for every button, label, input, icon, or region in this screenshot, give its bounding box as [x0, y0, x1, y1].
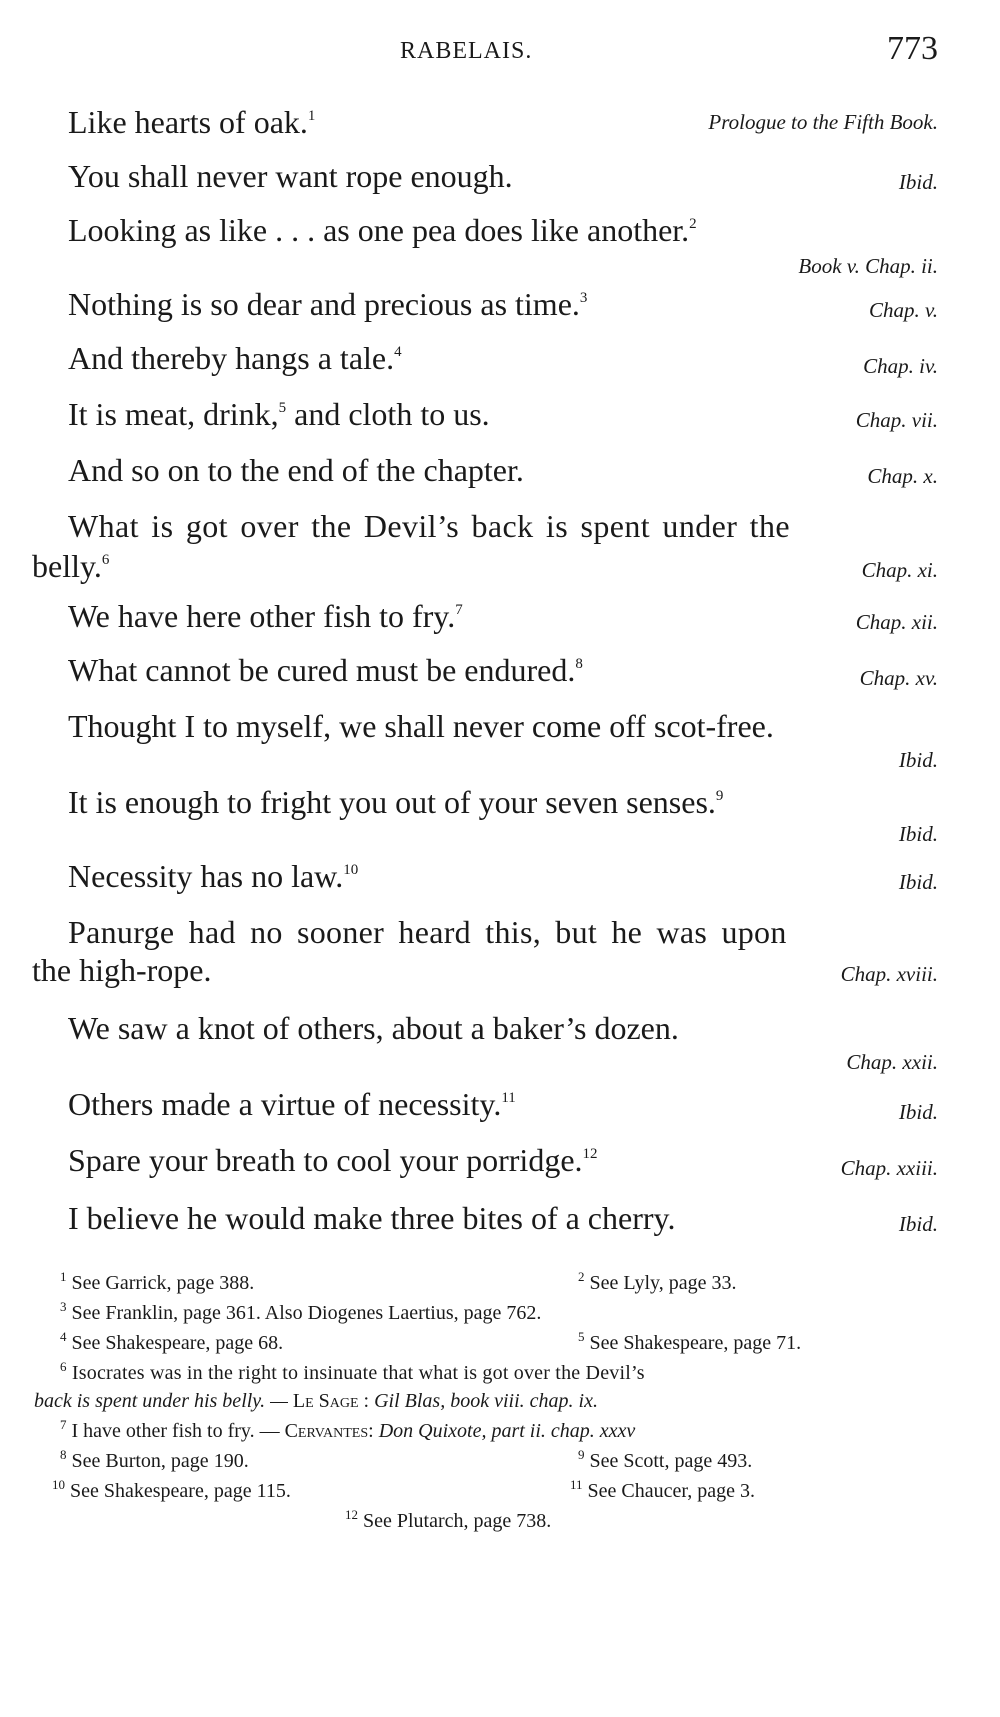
quote-text: Necessity has no law.$^{10}$	[68, 858, 359, 894]
footnote-ref: 2	[689, 216, 697, 232]
footnote: $^4$ See Shakespeare, page 68.	[60, 1329, 284, 1354]
footnote-ref: 5	[278, 400, 287, 416]
quote-text: Like hearts of oak.$^1$	[68, 104, 316, 140]
footnote: $^5$ See Shakespeare, page 71.	[578, 1329, 802, 1354]
page-number: 773	[887, 30, 938, 67]
footnote-ref: 3	[579, 290, 588, 306]
quote-text: I believe he would make three bites of a cherry.	[68, 1200, 676, 1236]
quote-text: And so on to the end of the chapter.	[68, 452, 524, 488]
footnote-ref: 9	[715, 788, 724, 804]
quote-source: Ibid.	[898, 822, 938, 846]
quote-source: Ibid.	[898, 1100, 938, 1124]
quote-text: We saw a knot of others, about a baker’s dozen.	[68, 1010, 679, 1046]
quote-text: Others made a virtue of necessity.$^{11}$	[68, 1086, 516, 1122]
quote-text: Panurge had no sooner heard this, but he was upon	[68, 914, 787, 950]
quote-text: And thereby hangs a tale.$^4$	[68, 340, 402, 376]
footnote: $^8$ See Burton, page 190.	[60, 1447, 249, 1472]
footnote: $^9$ See Scott, page 493.	[578, 1447, 753, 1472]
footnote-ref: 7	[455, 602, 463, 618]
footnote: $^3$ See Franklin, page 361. Also Diogenes Laertius, page 762.	[60, 1299, 542, 1324]
quote-source: Ibid.	[898, 870, 938, 894]
quote-text: We have here other fish to fry.$^7$	[68, 598, 463, 634]
quote-text: What cannot be cured must be endured.$^8$	[68, 652, 583, 688]
quote-source: Chap. v.	[868, 298, 938, 322]
running-head: RABELAIS.	[400, 38, 533, 64]
quote-source: Ibid.	[898, 748, 938, 772]
quote-source: Ibid.	[898, 1212, 938, 1236]
quote-text-continued: belly.$^6$	[32, 548, 110, 584]
footnote-ref: 12	[582, 1146, 598, 1162]
footnote-ref: 6	[101, 552, 110, 568]
footnote: $^1$ See Garrick, page 388.	[60, 1269, 255, 1294]
quote-text: It is meat, drink,$^5$ and cloth to us.	[68, 396, 490, 432]
footnote-ref: 1	[307, 108, 316, 124]
quote-source: Book v. Chap. ii.	[798, 254, 938, 278]
quote-source: Prologue to the Fifth Book.	[708, 110, 938, 134]
quote-source: Chap. x.	[867, 464, 938, 488]
quote-source: Chap. xxiii.	[840, 1156, 938, 1180]
quote-source: Chap. iv.	[863, 354, 938, 378]
page-header	[0, 30, 1000, 74]
quote-source: Chap. xii.	[855, 610, 938, 634]
footnote: $^{10}$ See Shakespeare, page 115.	[52, 1477, 291, 1502]
quote-text-continued: the high-rope.	[32, 952, 212, 988]
quote-text: Nothing is so dear and precious as time.$^3$	[68, 286, 588, 322]
footnote-ref: 4	[394, 344, 402, 360]
footnote-ref: 10	[343, 862, 359, 878]
quote-text: You shall never want rope enough.	[68, 158, 513, 194]
footnote: $^{11}$ See Chaucer, page 3.	[570, 1477, 755, 1502]
quote-text: Looking as like . . . as one pea does like another.$^2$	[68, 212, 697, 248]
quote-source: Chap. xxii.	[846, 1050, 938, 1074]
quote-text: Spare your breath to cool your porridge.$^{12}$	[68, 1142, 598, 1178]
footnote: $^2$ See Lyly, page 33.	[578, 1269, 737, 1294]
footnote-continued: back is spent under his belly. — Le Sage : Gil Blas, book viii. chap. ix.	[34, 1390, 598, 1412]
footnote: $^{12}$ See Plutarch, page 738.	[345, 1507, 552, 1532]
footnote: $^6$ Isocrates was in the right to insinuate that what is got over the Devil’s	[60, 1359, 645, 1384]
quote-source: Chap. xv.	[859, 666, 938, 690]
footnote: $^7$ I have other fish to fry. — Cervantes: Don Quixote, part ii. chap. xxxv	[60, 1417, 636, 1442]
quote-source: Ibid.	[898, 170, 938, 194]
footnote-ref: 8	[575, 656, 583, 672]
quote-text: Thought I to myself, we shall never come off scot-free.	[68, 708, 774, 744]
quote-source: Chap. vii.	[855, 408, 938, 432]
quote-source: Chap. xi.	[861, 558, 938, 582]
footnote-ref: 11	[501, 1090, 516, 1106]
quote-text: It is enough to fright you out of your seven senses.$^9$	[68, 784, 724, 820]
quote-text: What is got over the Devil’s back is spent under the	[68, 508, 790, 544]
quote-source: Chap. xviii.	[840, 962, 938, 986]
